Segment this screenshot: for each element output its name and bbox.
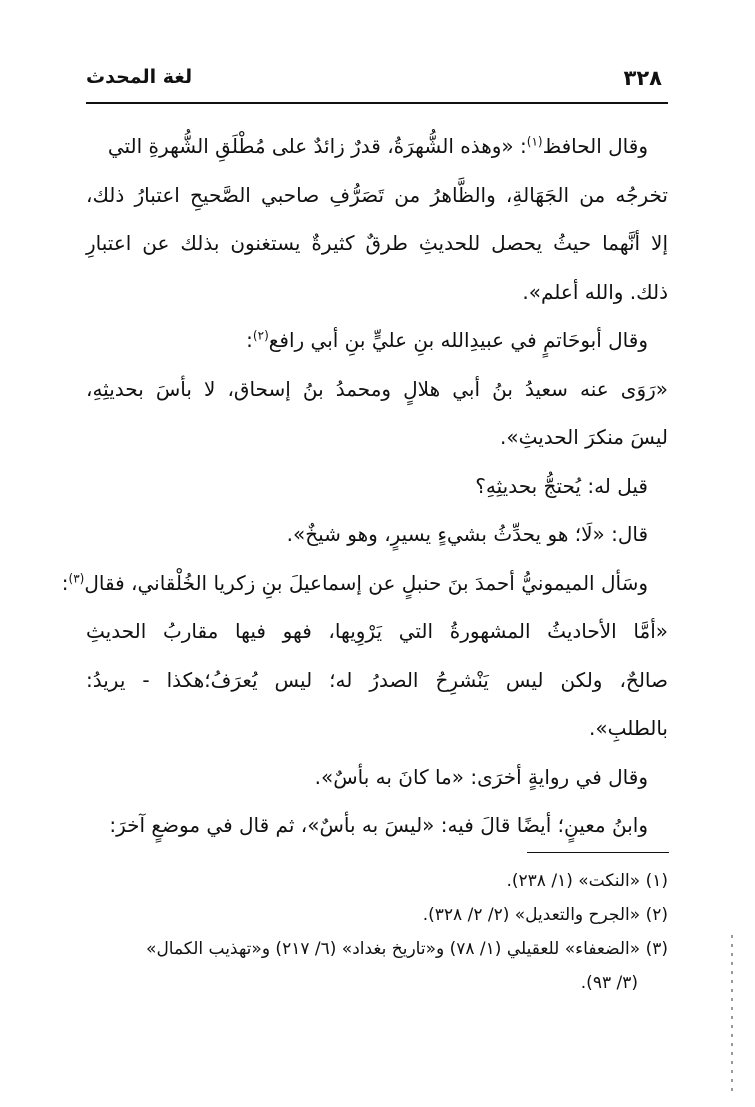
footnote-ref: (١) <box>526 134 543 149</box>
text-line: وسَأل الميمونيُّ أحمدَ بنَ حنبلٍ عن إسماعيلَ بنِ زكريا الخُلْقاني، فقال$^{(٣)}$: <box>61 570 648 595</box>
text-line: تخرجُه من الجَهَالةِ، والظَّاهرُ من تَصَرُّفِ صاحبي الصَّحيحِ اعتبارُ ذلك، <box>86 182 668 207</box>
text-line: إلا أنَّهما حيثُ يحصل للحديثِ طرقٌ كثيرةٌ يستغنون بذلك عن اعتبارِ <box>86 231 668 255</box>
text-line: ذلك. والله أعلم». <box>522 279 668 304</box>
footnotes <box>86 864 668 1000</box>
text-line: قال: «لَا؛ هو يحدِّثُ بشيءٍ يسيرٍ، وهو شيخٌ». <box>286 522 648 546</box>
text-line: وقال أبوحَاتمٍ في عبيدِالله بنِ عليٍّ بنِ أبي رافع$^{(٢)}$: <box>246 328 648 352</box>
footnote-rule <box>527 852 669 853</box>
text-line: قيل له: يُحتجُّ بحديثِهِ؟ <box>475 473 648 498</box>
text-line: وابنُ معينٍ؛ أيضًا قالَ فيه: «ليسَ به بأسٌ»، ثم قال في موضعٍ آخرَ: <box>109 813 648 837</box>
text-line: وقال الحافظ$^{(١)}$: «وهذه الشُّهرَةُ، قدرٌ زائدٌ على مُطْلَقِ الشُّهرةِ التي <box>107 134 648 158</box>
footnote: (٣) «الضعفاء» للعقيلي (١/ ٧٨) و«تاريخ بغداد» (٦/ ٢١٧) و«تهذيب الكمال» <box>146 939 668 959</box>
footnote: (٣/ ٩٣). <box>580 973 638 993</box>
text-line: صالحٌ، ولكن ليس يَنْشرِحُ الصدرُ له؛ ليس يُعرَفُ؛هكذا - يريدُ: <box>86 667 668 692</box>
text-line: بالطلبِ». <box>588 716 668 740</box>
running-title: لغة المحدث <box>86 66 193 88</box>
scan-edge-mark <box>731 935 733 1095</box>
body-text <box>61 122 668 850</box>
footnote: (١) «النكت» (١/ ٢٣٨). <box>506 871 668 891</box>
text-line: وقال في روايةٍ أخرَى: «ما كانَ به بأسٌ». <box>314 764 648 789</box>
page-header <box>86 58 668 98</box>
text-line: «رَوَى عنه سعيدُ بنُ أبي هلالٍ ومحمدُ بنُ إسحاق، لا بأسَ بحديثِهِ، <box>86 376 668 401</box>
footnote-ref: (٢) <box>252 328 269 343</box>
footnote-ref: (٣) <box>68 570 85 585</box>
text-line: ليسَ منكرَ الحديثِ». <box>499 425 668 449</box>
header-rule <box>86 102 668 104</box>
text-line: «أمَّا الأحاديثُ المشهورةُ التي يَرْوِيها، فهو فيها مقاربُ الحديثِ <box>86 619 668 643</box>
footnote: (٢) «الجرح والتعديل» (٢/ ٢/ ٣٢٨). <box>422 905 668 925</box>
page-number: ٣٢٨ <box>623 66 662 90</box>
